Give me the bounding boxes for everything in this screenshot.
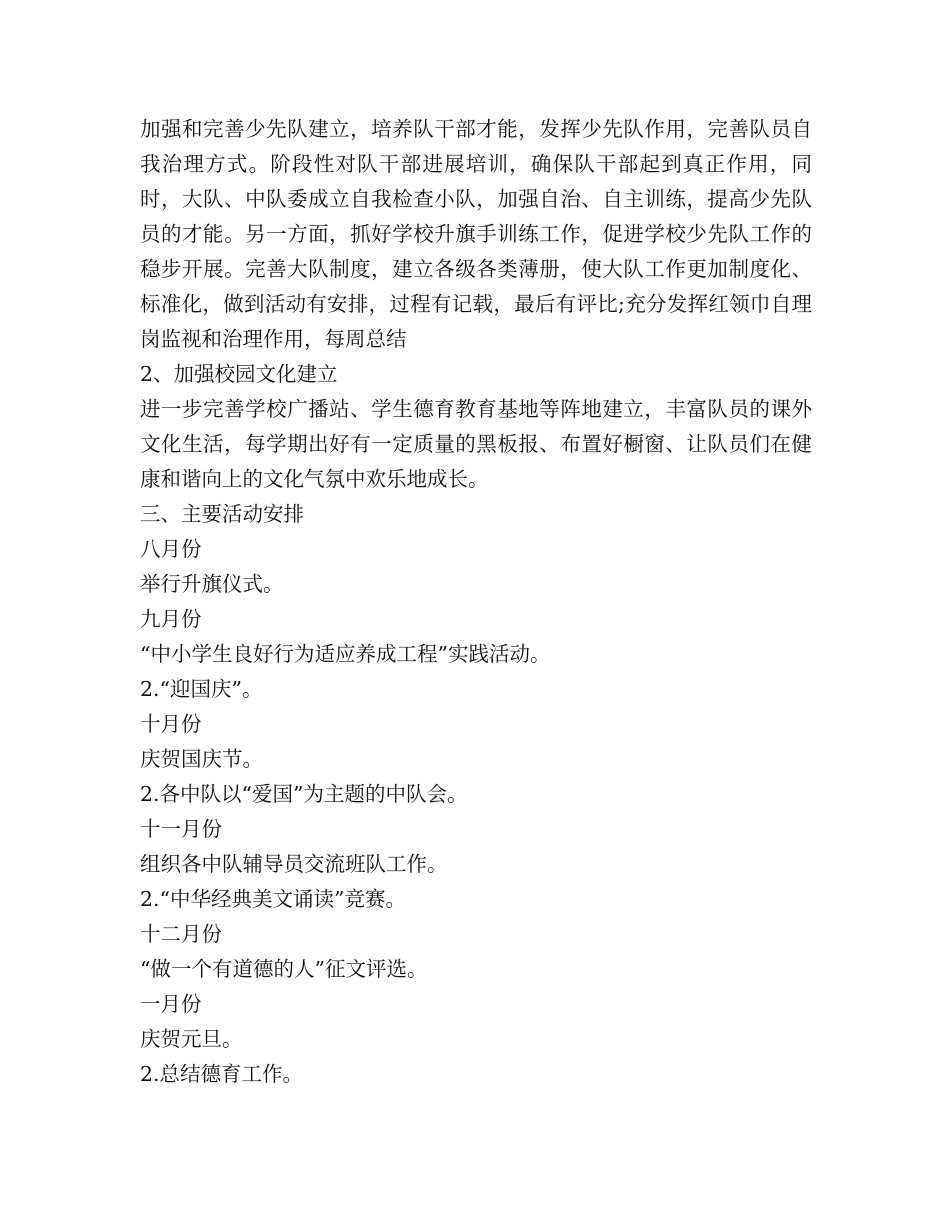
activity-item: 2.“迎国庆”。 — [140, 677, 263, 701]
activity-item: 2.各中队以“爱国”为主题的中队会。 — [140, 782, 468, 806]
section-heading-campus-culture: 2、加强校园文化建立 — [140, 362, 338, 386]
paragraph-team-building: 加强和完善少先队建立，培养队干部才能，发挥少先队作用，完善队员自我治理方式。阶段性对队干部进展培训，确保队干部起到真正作用，同时，大队、中队委成立自我检查小队，加强自治、自主训练，提高少先队员的才能。另一方面，抓好学校升旗手训练工作，促进学校少先队工作的稳步开展。完善大队制度，建立各级各类薄册，使大队工作更加制度化、标准化，做到活动有安排，过程有记载，最后有评比;充分发挥红领巾自理岗监视和治理作用，每周总结 — [140, 117, 812, 351]
activity-item: 组织各中队辅导员交流班队工作。 — [140, 852, 448, 876]
activity-item: 庆贺国庆节。 — [140, 747, 263, 771]
month-heading-december: 十二月份 — [140, 922, 222, 946]
activity-item: 2.总结德育工作。 — [140, 1062, 304, 1086]
activity-item: 2.“中华经典美文诵读”竞赛。 — [140, 887, 407, 911]
month-heading-october: 十月份 — [140, 712, 202, 736]
document-body — [140, 112, 812, 1092]
month-heading-august: 八月份 — [140, 537, 202, 561]
activity-item: 庆贺元旦。 — [140, 1027, 243, 1051]
section-heading-activity-schedule: 三、主要活动安排 — [140, 502, 304, 526]
month-heading-september: 九月份 — [140, 607, 202, 631]
activity-item: “做一个有道德的人”征文评选。 — [140, 957, 428, 981]
paragraph-campus-culture: 进一步完善学校广播站、学生德育教育基地等阵地建立，丰富队员的课外文化生活，每学期出好有一定质量的黑板报、布置好橱窗、让队员们在健康和谐向上的文化气氛中欢乐地成长。 — [140, 397, 812, 491]
activity-item: “中小学生良好行为适应养成工程”实践活动。 — [140, 642, 551, 666]
activity-item: 举行升旗仪式。 — [140, 572, 284, 596]
month-heading-january: 一月份 — [140, 992, 202, 1016]
month-heading-november: 十一月份 — [140, 817, 222, 841]
